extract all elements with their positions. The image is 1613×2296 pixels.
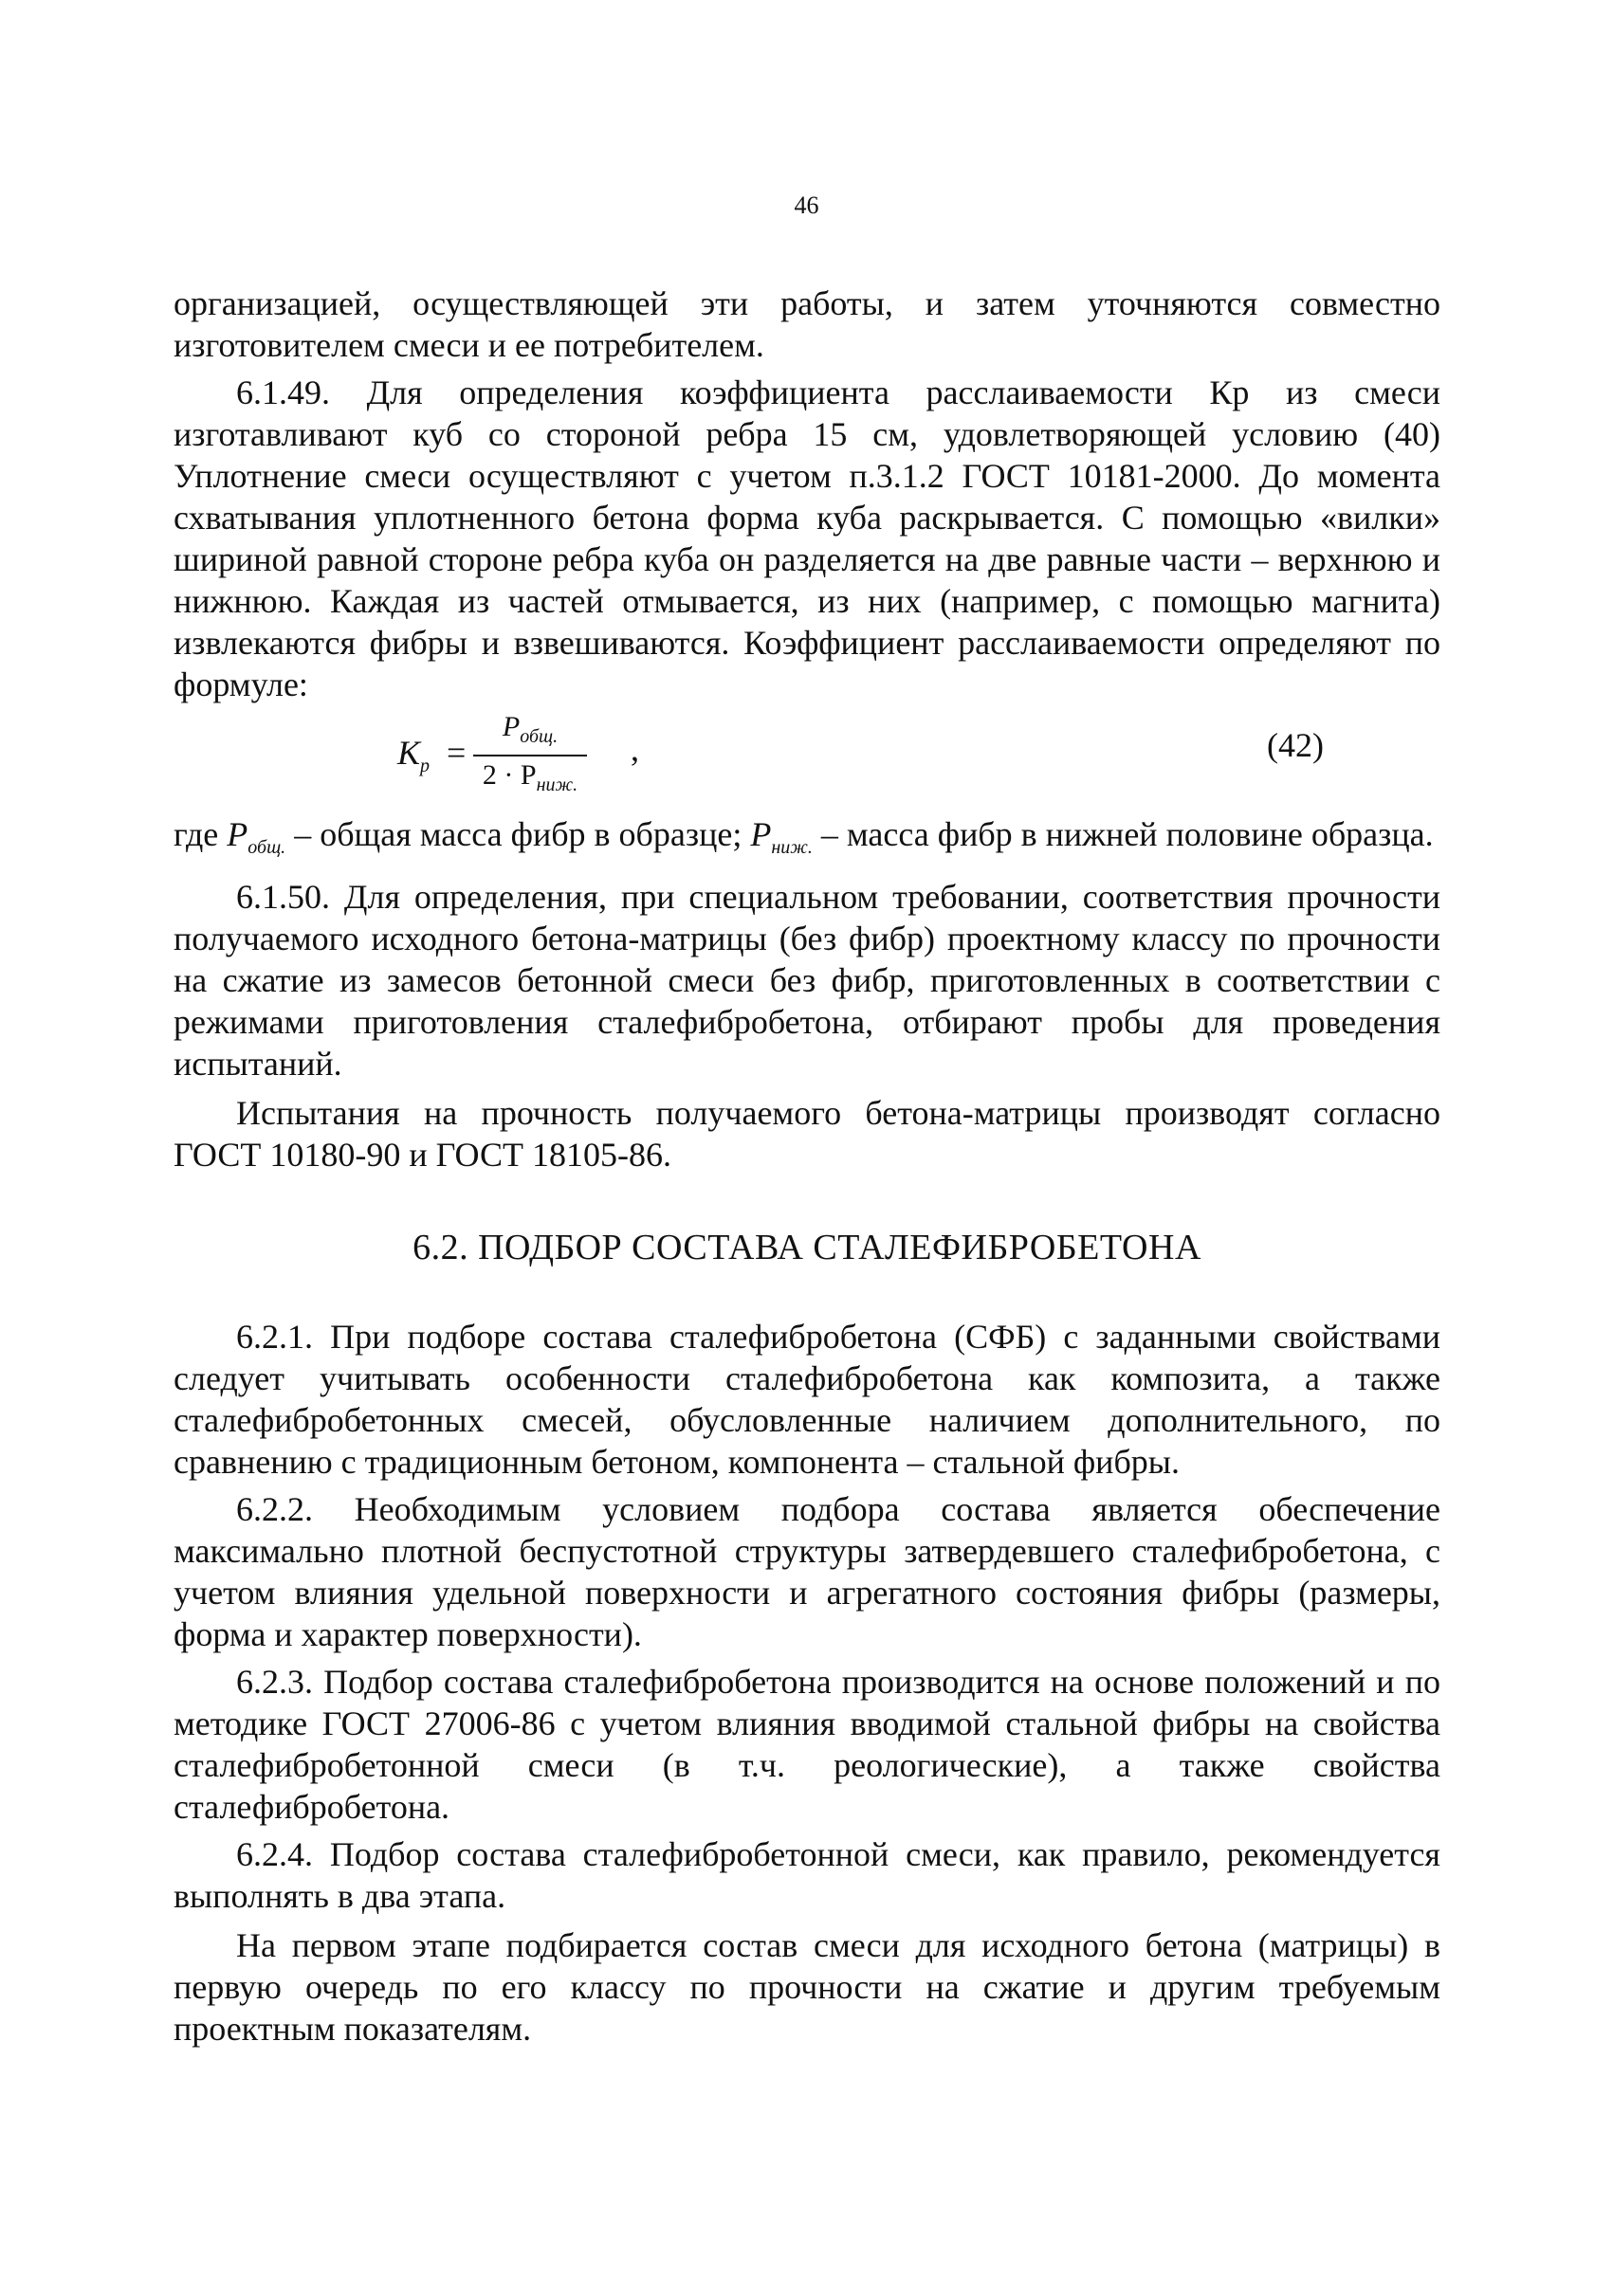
- page-number: 46: [794, 191, 819, 219]
- paragraph-continuation: организацией, осуществляющей эти работы, и затем уточняются совместно изготовителем смеси и ее потребителем.: [174, 284, 1440, 364]
- page-body: [174, 282, 1440, 2050]
- paragraph-6-2-1: 6.2.1. При подборе состава сталефибробетона (СФБ) с заданными свойствами следует учитывать особенности сталефибробетона как композита, а также сталефибробетонных смесей, обусловленные наличием дополнительного, по сравнению с традиционным бетоном, компонента – стальной фибры.: [174, 1318, 1440, 1482]
- formula-fraction: [473, 711, 587, 802]
- paragraph-tests: Испытания на прочность получаемого бетона-матрицы производят согласно ГОСТ 10180-90 и ГОСТ 18105-86.: [174, 1094, 1440, 1175]
- paragraph-6-2-4: 6.2.4. Подбор состава сталефибробетонной смеси, как правило, рекомендуется выполнять в два этапа.: [174, 1835, 1440, 1916]
- paragraph-6-1-49: 6.1.49. Для определения коэффициента расслаиваемости Кр из смеси изготавливают куб со стороной ребра 15 см, удовлетворяющей условию (40) Уплотнение смеси осуществляют с учетом п.3.1.2 ГОСТ 10181-2000. До момента схватывания уплотненного бетона форма куба раскрывается. С помощью «вилки» шириной равной стороне ребра куба он разделяется на две равные части – верхнюю и нижнюю. Каждая из частей отмывается, из них (например, с помощью магнита) извлекаются фибры и взвешиваются. Коэффициент расслаиваемости определяют по формуле:: [174, 374, 1440, 703]
- fraction-bar: [473, 755, 587, 756]
- formula-number: (42): [1267, 726, 1324, 764]
- section-heading: 6.2. ПОДБОР СОСТАВА СТАЛЕФИБРОБЕТОНА: [412, 1228, 1201, 1268]
- formula-explanation: где $P_{общ.}$ – общая масса фибр в образце; $P_{ниж.}$ – масса фибр в нижней половине образца.: [174, 815, 1434, 859]
- formula-equals: =: [447, 734, 467, 772]
- formula-lhs: $K_р$: [397, 734, 431, 777]
- paragraph-6-1-50: 6.1.50. Для определения, при специальном требовании, соответствия прочности получаемого исходного бетона-матрицы (без фибр) проектному классу по прочности на сжатие из замесов бетонной смеси без фибр, приготовленных в соответствии с режимами приготовления сталефибробетона, отбирают пробы для проведения испытаний.: [174, 878, 1440, 1084]
- formula-numerator: $P_{общ.}$: [502, 711, 559, 747]
- formula-42: [174, 711, 1440, 806]
- formula-comma: ,: [631, 730, 639, 768]
- paragraph-6-2-2: 6.2.2. Необходимым условием подбора состава является обеспечение максимально плотной беспустотной структуры затвердевшего сталефибробетона, с учетом влияния удельной поверхности и агрегатного состояния фибры (размеры, форма и характер поверхности).: [174, 1490, 1440, 1654]
- paragraph-first-stage: На первом этапе подбирается состав смеси для исходного бетона (матрицы) в первую очередь по его классу по прочности на сжатие и другим требуемым проектным показателям.: [174, 1926, 1440, 2049]
- paragraph-6-2-3: 6.2.3. Подбор состава сталефибробетона производится на основе положений и по методике ГОСТ 27006-86 с учетом влияния вводимой стальной фибры на свойства сталефибробетонной смеси (в т.ч. реологические), а также свойства сталефибробетона.: [174, 1663, 1440, 1827]
- formula-denominator: $2 \cdot P_{ниж.}$: [482, 759, 578, 795]
